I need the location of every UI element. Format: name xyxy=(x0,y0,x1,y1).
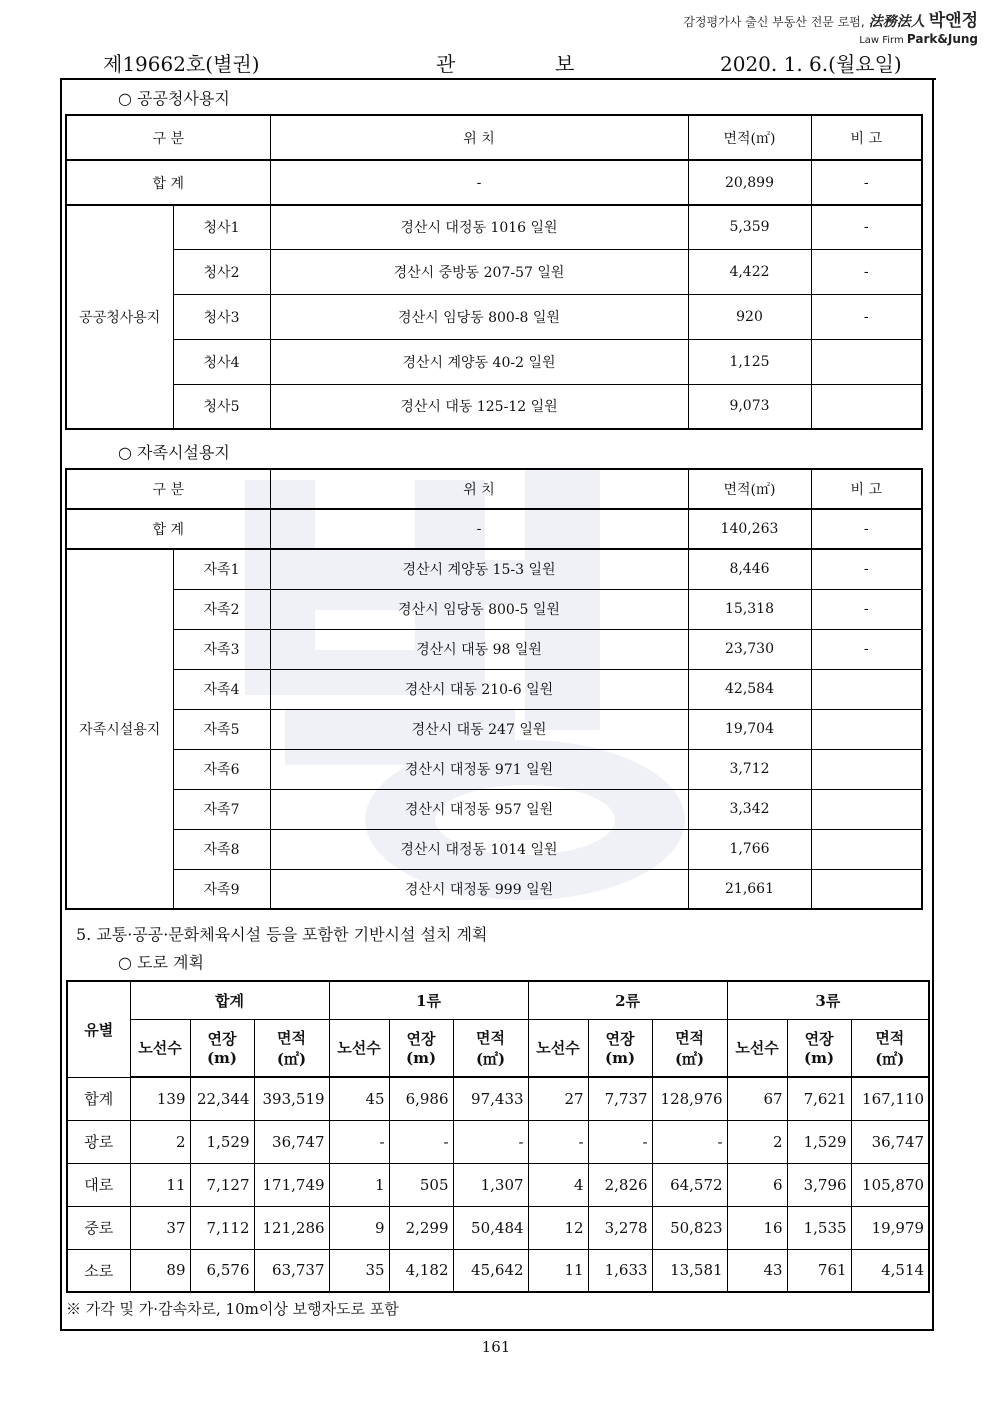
road-cell: - xyxy=(389,1120,453,1163)
sub-area-unit: (㎡) xyxy=(674,1049,705,1068)
page-number: 161 xyxy=(481,1338,511,1356)
row-location: 경산시 중방동 207-57 일원 xyxy=(270,249,688,294)
firm-tagline: 감정평가사 출신 부동산 전문 로펌, xyxy=(683,15,865,29)
road-footnote: ※ 가각 및 가·감속차로, 10m이상 보행자도로 포함 xyxy=(66,1300,399,1318)
road-cell: 1,529 xyxy=(190,1120,254,1163)
group-label: 공공청사용지 xyxy=(66,205,173,429)
sub-header-length xyxy=(389,1019,453,1077)
row-area: 42,584 xyxy=(688,669,811,709)
road-cell: 50,823 xyxy=(652,1206,727,1249)
road-cell: 19,979 xyxy=(851,1206,929,1249)
row-note xyxy=(811,709,922,749)
road-cell: 11 xyxy=(528,1249,588,1292)
total-note: - xyxy=(811,509,922,549)
col-header-area: 면적(㎡) xyxy=(688,469,811,509)
col-header-location: 위 치 xyxy=(270,469,688,509)
road-type: 중로 xyxy=(67,1206,130,1249)
road-cell: 6,576 xyxy=(190,1249,254,1292)
road-cell: 43 xyxy=(727,1249,787,1292)
sub-area-label: 면적 xyxy=(476,1028,506,1047)
group-header-class2: 2류 xyxy=(528,981,727,1019)
row-note xyxy=(811,669,922,709)
road-cell: 167,110 xyxy=(851,1077,929,1120)
row-area: 23,730 xyxy=(688,629,811,669)
firm-banner xyxy=(683,6,978,31)
sub-header-length xyxy=(588,1019,652,1077)
road-cell: 27 xyxy=(528,1077,588,1120)
road-cell: 7,621 xyxy=(787,1077,851,1120)
row-area: 15,318 xyxy=(688,589,811,629)
sub-area-label: 면적 xyxy=(675,1028,705,1047)
row-name: 자족3 xyxy=(173,629,270,669)
col-header-category: 구 분 xyxy=(66,115,270,160)
sub-area-unit: (㎡) xyxy=(475,1049,506,1068)
sub-header-area xyxy=(254,1019,329,1077)
road-type: 소로 xyxy=(67,1249,130,1292)
road-cell: 3,796 xyxy=(787,1163,851,1206)
sub-length-unit: (m) xyxy=(206,1049,238,1068)
road-type: 대로 xyxy=(67,1163,130,1206)
row-name: 청사4 xyxy=(173,339,270,384)
sub-header-length xyxy=(190,1019,254,1077)
row-area: 4,422 xyxy=(688,249,811,294)
sub-header-count: 노선수 xyxy=(130,1019,190,1077)
sub-area-label: 면적 xyxy=(875,1028,905,1047)
road-cell: 63,737 xyxy=(254,1249,329,1292)
col-header-category: 구 분 xyxy=(66,469,270,509)
road-cell: 13,581 xyxy=(652,1249,727,1292)
row-location: 경산시 대정동 957 일원 xyxy=(270,789,688,829)
row-note xyxy=(811,789,922,829)
row-note xyxy=(811,339,922,384)
firm-law: 法務法人 xyxy=(868,14,925,30)
road-cell: 761 xyxy=(787,1249,851,1292)
row-name: 청사5 xyxy=(173,384,270,429)
gazette-title-right: 보 xyxy=(555,52,575,76)
row-note: - xyxy=(811,549,922,589)
road-cell: 16 xyxy=(727,1206,787,1249)
section3-heading: 5. 교통·공공·문화체육시설 등을 포함한 기반시설 설치 계획 xyxy=(76,925,488,944)
row-note xyxy=(811,829,922,869)
road-cell: 105,870 xyxy=(851,1163,929,1206)
sub-length-label: 연장 xyxy=(605,1030,635,1049)
road-cell: 1,307 xyxy=(453,1163,528,1206)
road-cell: 50,484 xyxy=(453,1206,528,1249)
row-area: 9,073 xyxy=(688,384,811,429)
group-header-class1: 1류 xyxy=(329,981,528,1019)
row-note xyxy=(811,384,922,429)
row-location: 경산시 대동 210-6 일원 xyxy=(270,669,688,709)
row-location: 경산시 계양동 15-3 일원 xyxy=(270,549,688,589)
road-cell: 2 xyxy=(727,1120,787,1163)
row-name: 자족5 xyxy=(173,709,270,749)
row-name: 자족1 xyxy=(173,549,270,589)
row-location: 경산시 계양동 40-2 일원 xyxy=(270,339,688,384)
road-row xyxy=(67,1206,929,1249)
row-area: 3,342 xyxy=(688,789,811,829)
road-cell: 2,299 xyxy=(389,1206,453,1249)
road-cell: 67 xyxy=(727,1077,787,1120)
sub-length-label: 연장 xyxy=(207,1030,237,1049)
road-cell: 1 xyxy=(329,1163,389,1206)
row-area: 19,704 xyxy=(688,709,811,749)
sub-header-area xyxy=(851,1019,929,1077)
road-cell: 22,344 xyxy=(190,1077,254,1120)
self-sufficient-facility-table xyxy=(65,468,923,910)
road-cell: 3,278 xyxy=(588,1206,652,1249)
issue-date: 2020. 1. 6.(월요일) xyxy=(720,52,902,76)
row-area: 5,359 xyxy=(688,205,811,249)
road-cell: 45 xyxy=(329,1077,389,1120)
col-header-note: 비 고 xyxy=(811,469,922,509)
row-note xyxy=(811,869,922,909)
road-cell: 36,747 xyxy=(254,1120,329,1163)
col-header-area: 면적(㎡) xyxy=(688,115,811,160)
sub-header-area xyxy=(652,1019,727,1077)
row-location: 경산시 대동 98 일원 xyxy=(270,629,688,669)
row-name: 자족7 xyxy=(173,789,270,829)
group-header-total: 합계 xyxy=(130,981,329,1019)
total-label: 합 계 xyxy=(66,160,270,205)
sub-length-label: 연장 xyxy=(406,1030,436,1049)
road-cell: 4,182 xyxy=(389,1249,453,1292)
road-row xyxy=(67,1163,929,1206)
road-cell: 64,572 xyxy=(652,1163,727,1206)
road-cell: 36,747 xyxy=(851,1120,929,1163)
row-location: 경산시 임당동 800-8 일원 xyxy=(270,294,688,339)
row-note: - xyxy=(811,249,922,294)
road-type: 합계 xyxy=(67,1077,130,1120)
road-cell: - xyxy=(329,1120,389,1163)
sub-area-label: 면적 xyxy=(277,1028,306,1047)
section3-title: ○ 도로 계획 xyxy=(118,953,204,972)
public-building-table xyxy=(65,114,923,430)
row-name: 자족9 xyxy=(173,869,270,909)
row-name: 자족2 xyxy=(173,589,270,629)
gazette-title-left: 관 xyxy=(436,52,456,76)
road-cell: - xyxy=(453,1120,528,1163)
group-label: 자족시설용지 xyxy=(66,549,173,909)
road-cell: 7,737 xyxy=(588,1077,652,1120)
road-row xyxy=(67,1077,929,1120)
sub-length-label: 연장 xyxy=(804,1030,834,1049)
road-cell: 7,112 xyxy=(190,1206,254,1249)
road-row xyxy=(67,1249,929,1292)
firm-name: 박앤정 xyxy=(928,11,978,31)
row-name: 청사2 xyxy=(173,249,270,294)
road-cell: 37 xyxy=(130,1206,190,1249)
sub-header-count: 노선수 xyxy=(329,1019,389,1077)
row-note: - xyxy=(811,629,922,669)
road-type: 광로 xyxy=(67,1120,130,1163)
road-cell: 505 xyxy=(389,1163,453,1206)
row-location: 경산시 대정동 999 일원 xyxy=(270,869,688,909)
row-location: 경산시 대동 247 일원 xyxy=(270,709,688,749)
sub-length-unit: (m) xyxy=(804,1049,835,1068)
total-location: - xyxy=(270,160,688,205)
firm-english xyxy=(859,32,978,46)
row-location: 경산시 임당동 800-5 일원 xyxy=(270,589,688,629)
sub-header-count: 노선수 xyxy=(727,1019,787,1077)
total-location: - xyxy=(270,509,688,549)
sub-header-count: 노선수 xyxy=(528,1019,588,1077)
row-area: 920 xyxy=(688,294,811,339)
road-cell: 4,514 xyxy=(851,1249,929,1292)
road-cell: 9 xyxy=(329,1206,389,1249)
road-cell: - xyxy=(652,1120,727,1163)
road-cell: 6 xyxy=(727,1163,787,1206)
row-note xyxy=(811,749,922,789)
sub-header-length xyxy=(787,1019,851,1077)
sub-length-unit: (m) xyxy=(605,1049,636,1068)
row-area: 3,712 xyxy=(688,749,811,789)
road-table-body xyxy=(67,1077,929,1292)
road-cell: - xyxy=(528,1120,588,1163)
row-note: - xyxy=(811,589,922,629)
road-cell: 89 xyxy=(130,1249,190,1292)
road-row xyxy=(67,1120,929,1163)
road-cell: 121,286 xyxy=(254,1206,329,1249)
row-area: 1,766 xyxy=(688,829,811,869)
road-cell: 6,986 xyxy=(389,1077,453,1120)
row-area: 21,661 xyxy=(688,869,811,909)
road-cell: 128,976 xyxy=(652,1077,727,1120)
col-header-location: 위 치 xyxy=(270,115,688,160)
type-header: 유별 xyxy=(67,981,130,1077)
road-cell: 139 xyxy=(130,1077,190,1120)
row-name: 청사3 xyxy=(173,294,270,339)
total-note: - xyxy=(811,160,922,205)
road-cell: 393,519 xyxy=(254,1077,329,1120)
row-area: 1,125 xyxy=(688,339,811,384)
col-header-note: 비 고 xyxy=(811,115,922,160)
section1-title: ○ 공공청사용지 xyxy=(118,89,230,108)
road-cell: 171,749 xyxy=(254,1163,329,1206)
firm-en-name: Park&Jung xyxy=(906,32,978,46)
sub-length-unit: (m) xyxy=(405,1049,437,1068)
row-location: 경산시 대정동 1014 일원 xyxy=(270,829,688,869)
road-cell: 1,529 xyxy=(787,1120,851,1163)
sub-area-unit: (㎡) xyxy=(875,1049,905,1068)
road-cell: 1,633 xyxy=(588,1249,652,1292)
road-cell: 11 xyxy=(130,1163,190,1206)
road-cell: - xyxy=(588,1120,652,1163)
row-name: 자족6 xyxy=(173,749,270,789)
row-location: 경산시 대정동 1016 일원 xyxy=(270,205,688,249)
road-cell: 4 xyxy=(528,1163,588,1206)
sub-area-unit: (㎡) xyxy=(276,1049,307,1068)
total-label: 합 계 xyxy=(66,509,270,549)
total-area: 20,899 xyxy=(688,160,811,205)
road-plan-table xyxy=(66,980,930,1293)
firm-en-prefix: Law Firm xyxy=(859,35,904,46)
row-name: 청사1 xyxy=(173,205,270,249)
issue-number: 제19662호(별권) xyxy=(103,52,260,76)
road-cell: 35 xyxy=(329,1249,389,1292)
row-area: 8,446 xyxy=(688,549,811,589)
road-cell: 97,433 xyxy=(453,1077,528,1120)
row-location: 경산시 대정동 971 일원 xyxy=(270,749,688,789)
row-name: 자족8 xyxy=(173,829,270,869)
road-cell: 7,127 xyxy=(190,1163,254,1206)
row-location: 경산시 대동 125-12 일원 xyxy=(270,384,688,429)
row-note: - xyxy=(811,205,922,249)
road-cell: 45,642 xyxy=(453,1249,528,1292)
sub-header-area xyxy=(453,1019,528,1077)
road-cell: 2 xyxy=(130,1120,190,1163)
road-cell: 12 xyxy=(528,1206,588,1249)
row-name: 자족4 xyxy=(173,669,270,709)
group-header-class3: 3류 xyxy=(727,981,929,1019)
total-area: 140,263 xyxy=(688,509,811,549)
section2-title: ○ 자족시설용지 xyxy=(118,443,230,462)
row-note: - xyxy=(811,294,922,339)
road-cell: 1,535 xyxy=(787,1206,851,1249)
road-cell: 2,826 xyxy=(588,1163,652,1206)
